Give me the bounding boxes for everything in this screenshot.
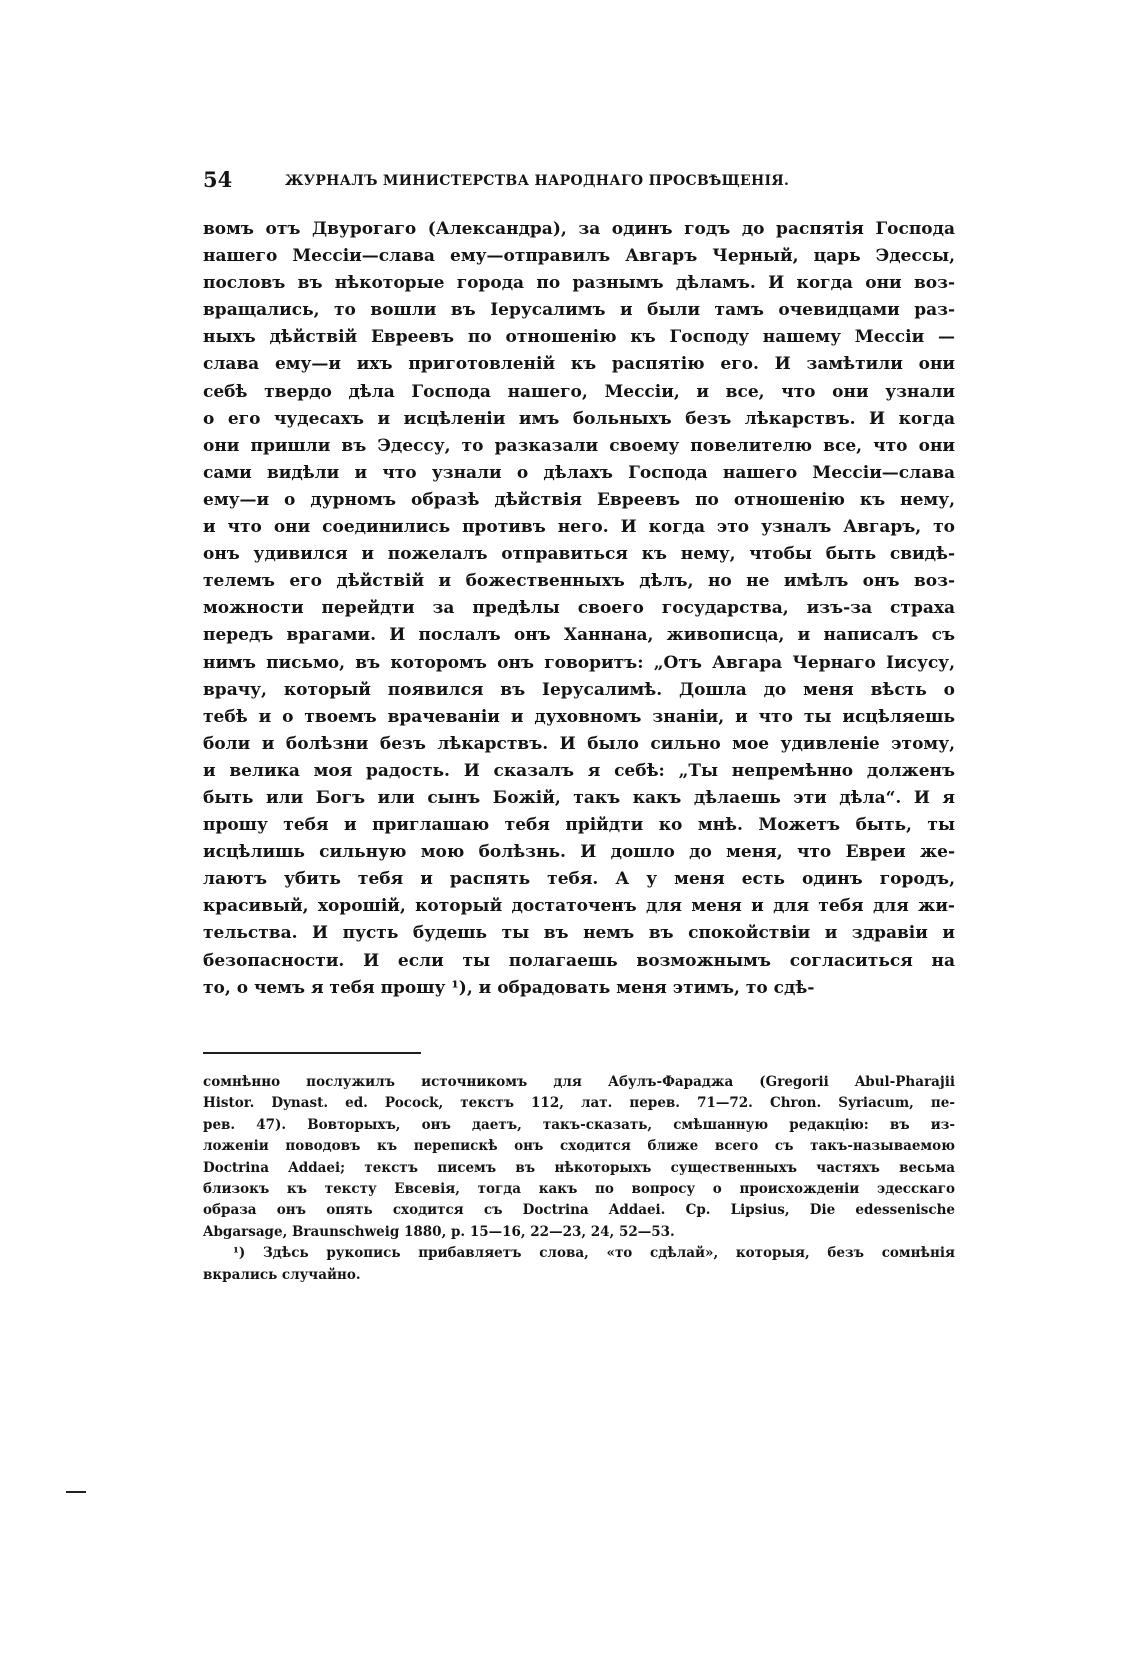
text-line: вращались, то вошли въ Іерусалимъ и были тамъ очевидцами раз- xyxy=(203,300,955,321)
text-line: вомъ отъ Двурогаго (Александра), за одинъ годъ до распятія Господа xyxy=(203,219,955,239)
text-line: пословъ въ нѣкоторые города по разнымъ дѣламъ. И когда они воз- xyxy=(203,273,955,294)
text-line: лаютъ убить тебя и распять тебя. А у меня есть одинъ городъ, xyxy=(203,869,955,890)
main-text xyxy=(203,216,955,1002)
text-line: врачу, который появился въ Іерусалимѣ. Дошла до меня вѣсть о xyxy=(203,679,955,700)
text-line: быть или Богъ или сынъ Божій, такъ какъ дѣлаешь эти дѣла“. И я xyxy=(203,787,955,808)
footnote-separator xyxy=(203,1052,421,1054)
page-header xyxy=(203,165,963,195)
text-line: онъ удивился и пожелалъ отправиться къ нему, чтобы быть свидѣ- xyxy=(203,544,955,565)
text-line: боли и болѣзни безъ лѣкарствъ. И было сильно мое удивленіе этому, xyxy=(203,733,955,754)
text-line: прошу тебя и приглашаю тебя прійдти ко мнѣ. Можетъ быть, ты xyxy=(203,815,955,836)
text-line: можности перейдти за предѣлы своего государства, изъ-за страха xyxy=(203,598,955,619)
footnote-line: Histor. Dynast. ed. Pocock, текстъ 112, лат. перев. 71—72. Chron. Syriacum, пе- xyxy=(203,1095,955,1112)
page-number: 54 xyxy=(203,167,233,192)
footnote-line: близокъ къ тексту Евсевія, тогда какъ по вопросу о происхожденіи эдесскаго xyxy=(203,1180,955,1197)
text-line: и велика моя радость. И сказалъ я себѣ: „Ты непремѣнно долженъ xyxy=(203,760,955,781)
text-line: себѣ твердо дѣла Господа нашего, Мессіи, и все, что они узнали xyxy=(203,381,955,402)
text-line: исцѣлишь сильную мою болѣзнь. И дошло до меня, что Евреи же- xyxy=(203,842,955,863)
text-line: и что они соединились противъ него. И когда это узналъ Авгаръ, то xyxy=(203,517,955,538)
text-line: ныхъ дѣйствій Евреевъ по отношенію къ Господу нашему Мессіи — xyxy=(203,327,955,348)
text-line: нашего Мессіи—слава ему—отправилъ Авгаръ Черный, царь Эдессы, xyxy=(203,246,955,267)
footnote-line: вкрались случайно. xyxy=(203,1266,361,1283)
footnote-line: сомнѣнно послужилъ источникомъ для Абулъ-Фараджа (Gregorii Abul-Pharajii xyxy=(203,1074,955,1090)
text-line: безопасности. И если ты полагаешь возможнымъ согласиться на xyxy=(203,950,955,971)
text-line: то, о чемъ я тебя прошу ¹), и обрадовать меня этимъ, то сдѣ- xyxy=(203,977,815,998)
footnote-line: Abgarsage, Braunschweig 1880, p. 15—16, 22—23, 24, 52—53. xyxy=(203,1223,675,1240)
text-line: нимъ письмо, въ которомъ онъ говоритъ: „Отъ Авгара Чернаго Іисусу, xyxy=(203,652,955,673)
text-line: сами видѣли и что узнали о дѣлахъ Господа нашего Мессіи—слава xyxy=(203,462,955,483)
text-line: слава ему—и ихъ приготовленій къ распятію его. И замѣтили они xyxy=(203,354,955,375)
footnote-line: ¹) Здѣсь рукопись прибавляетъ слова, «то сдѣлай», которыя, безъ сомнѣнія xyxy=(233,1245,955,1262)
footnote-line: ложеніи поводовъ къ перепискѣ онъ сходится ближе всего съ такъ-называемою xyxy=(203,1138,955,1155)
text-line: телемъ его дѣйствій и божественныхъ дѣлъ, но не имѣлъ онъ воз- xyxy=(203,571,955,592)
footnote-line: Doctrina Addaei; текстъ писемъ въ нѣкоторыхъ существенныхъ частяхъ весьма xyxy=(203,1159,955,1176)
footnotes xyxy=(203,1072,955,1286)
text-line: тельства. И пусть будешь ты въ немъ въ спокойствіи и здравіи и xyxy=(203,923,955,944)
text-line: тебѣ и о твоемъ врачеваніи и духовномъ знаніи, и что ты исцѣляешь xyxy=(203,706,955,727)
text-line: они пришли въ Эдессу, то разказали своему повелителю все, что они xyxy=(203,435,955,456)
text-line: передъ врагами. И послалъ онъ Ханнана, живописца, и написалъ съ xyxy=(203,625,955,646)
text-line: красивый, хорошій, который достаточенъ для меня и для тебя для жи- xyxy=(203,896,955,917)
footnote-line: рев. 47). Вовторыхъ, онъ даетъ, такъ-сказать, смѣшанную редакцію: въ из- xyxy=(203,1116,955,1133)
footnote-line: образа онъ опять сходится съ Doctrina Addaei. Ср. Lipsius, Die edessenische xyxy=(203,1202,955,1219)
running-title: ЖУРНАЛЪ МИНИСТЕРСТВА НАРОДНАГО ПРОСВѢЩЕНІЯ. xyxy=(285,173,790,189)
text-line: о его чудесахъ и исцѣленіи имъ больныхъ безъ лѣкарствъ. И когда xyxy=(203,408,955,429)
text-line: ему—и о дурномъ образѣ дѣйствія Евреевъ по отношенію къ нему, xyxy=(203,489,955,510)
margin-mark xyxy=(66,1491,86,1493)
